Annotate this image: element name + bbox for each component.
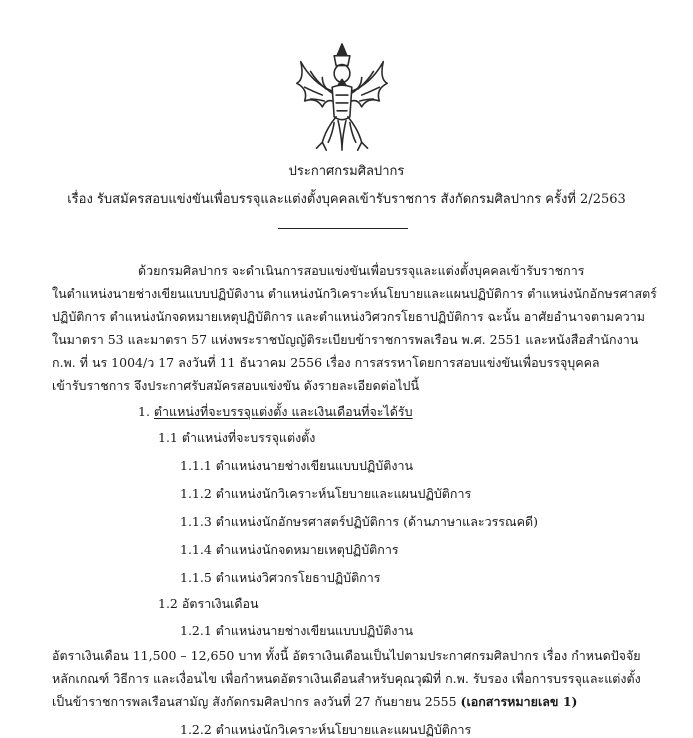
salary-item-1: 1.2.1 ตำแหน่งนายช่างเขียนแบบปฏิบัติงาน	[180, 623, 414, 638]
announcement-subject: เรื่อง รับสมัครสอบแข่งขันเพื่อบรรจุและแต่งตั้งบุคคลเข้ารับราชการ สังกัดกรมศิลปากร ครั้งที่ 2/2563	[67, 192, 626, 207]
position-item-3: 1.1.3 ตำแหน่งนักอักษรศาสตร์ปฏิบัติการ (ด้านภาษาและวรรณคดี)	[180, 514, 538, 529]
garuda-emblem-icon	[283, 40, 401, 158]
salary-item-2-partial: 1.2.2 ตำแหน่งนักวิเคราะห์นโยบายและแผนปฏิบัติการ	[180, 722, 472, 737]
salary-line-3	[52, 694, 577, 710]
subsection-1-2-label: 1.2 อัตราเงินเดือน	[158, 596, 259, 611]
position-item-5: 1.1.5 ตำแหน่งวิศวกรโยธาปฏิบัติการ	[180, 570, 381, 585]
attachment-ref: (เอกสารหมายเลข 1)	[460, 694, 578, 709]
intro-line-3: ปฏิบัติการ ตำแหน่งนักจดหมายเหตุปฏิบัติการ และตำแหน่งวิศวกรโยธาปฏิบัติการ ฉะนั้น อาศัยอำนาจตามความ	[52, 309, 646, 324]
section-1-number: 1.	[138, 404, 150, 419]
salary-line-2: หลักเกณฑ์ วิธีการ และเงื่อนไข เพื่อกำหนดอัตราเงินเดือนสำหรับคุณวุฒิที่ ก.พ. รับรอง เพื่อการบรรจุและแต่งตั้ง	[52, 671, 641, 686]
section-1-title: ตำแหน่งที่จะบรรจุแต่งตั้ง และเงินเดือนที่จะได้รับ	[153, 404, 413, 419]
salary-line-3-text: เป็นข้าราชการพลเรือนสามัญ สังกัดกรมศิลปากร ลงวันที่ 27 กันยายน 2555	[52, 694, 457, 709]
position-item-4: 1.1.4 ตำแหน่งนักจดหมายเหตุปฏิบัติการ	[180, 542, 399, 557]
title-divider	[278, 228, 408, 229]
salary-line-1: อัตราเงินเดือน 11,500 – 12,650 บาท ทั้งนี้ อัตราเงินเดือนเป็นไปตามประกาศกรมศิลปากร เรื่อง กำหนดปัจจัย	[52, 648, 641, 663]
intro-line-4: ในมาตรา 53 และมาตรา 57 แห่งพระราชบัญญัติระเบียบข้าราชการพลเรือน พ.ศ. 2551 และหนังสือสำนักงาน	[52, 332, 639, 347]
position-item-1: 1.1.1 ตำแหน่งนายช่างเขียนแบบปฏิบัติงาน	[180, 458, 414, 473]
intro-line-1: ด้วยกรมศิลปากร จะดำเนินการสอบแข่งขันเพื่อบรรจุและแต่งตั้งบุคคลเข้ารับราชการ	[138, 263, 585, 278]
announcement-title: ประกาศกรมศิลปากร	[288, 164, 405, 179]
intro-line-2: ในตำแหน่งนายช่างเขียนแบบปฏิบัติงาน ตำแหน่งนักวิเคราะห์นโยบายและแผนปฏิบัติการ ตำแหน่งนักอักษรศาสตร์	[52, 286, 657, 301]
position-item-2: 1.1.2 ตำแหน่งนักวิเคราะห์นโยบายและแผนปฏิบัติการ	[180, 486, 472, 501]
subsection-1-1-label: 1.1 ตำแหน่งที่จะบรรจุแต่งตั้ง	[158, 430, 316, 445]
intro-line-6: เข้ารับราชการ จึงประกาศรับสมัครสอบแข่งขัน ดังรายละเอียดต่อไปนี้	[52, 378, 419, 393]
intro-line-5: ก.พ. ที่ นร 1004/ว 17 ลงวันที่ 11 ธันวาคม 2556 เรื่อง การสรรหาโดยการสอบแข่งขันเพื่อบรรจุบุคคล	[52, 355, 600, 370]
section-1-heading	[138, 404, 413, 420]
